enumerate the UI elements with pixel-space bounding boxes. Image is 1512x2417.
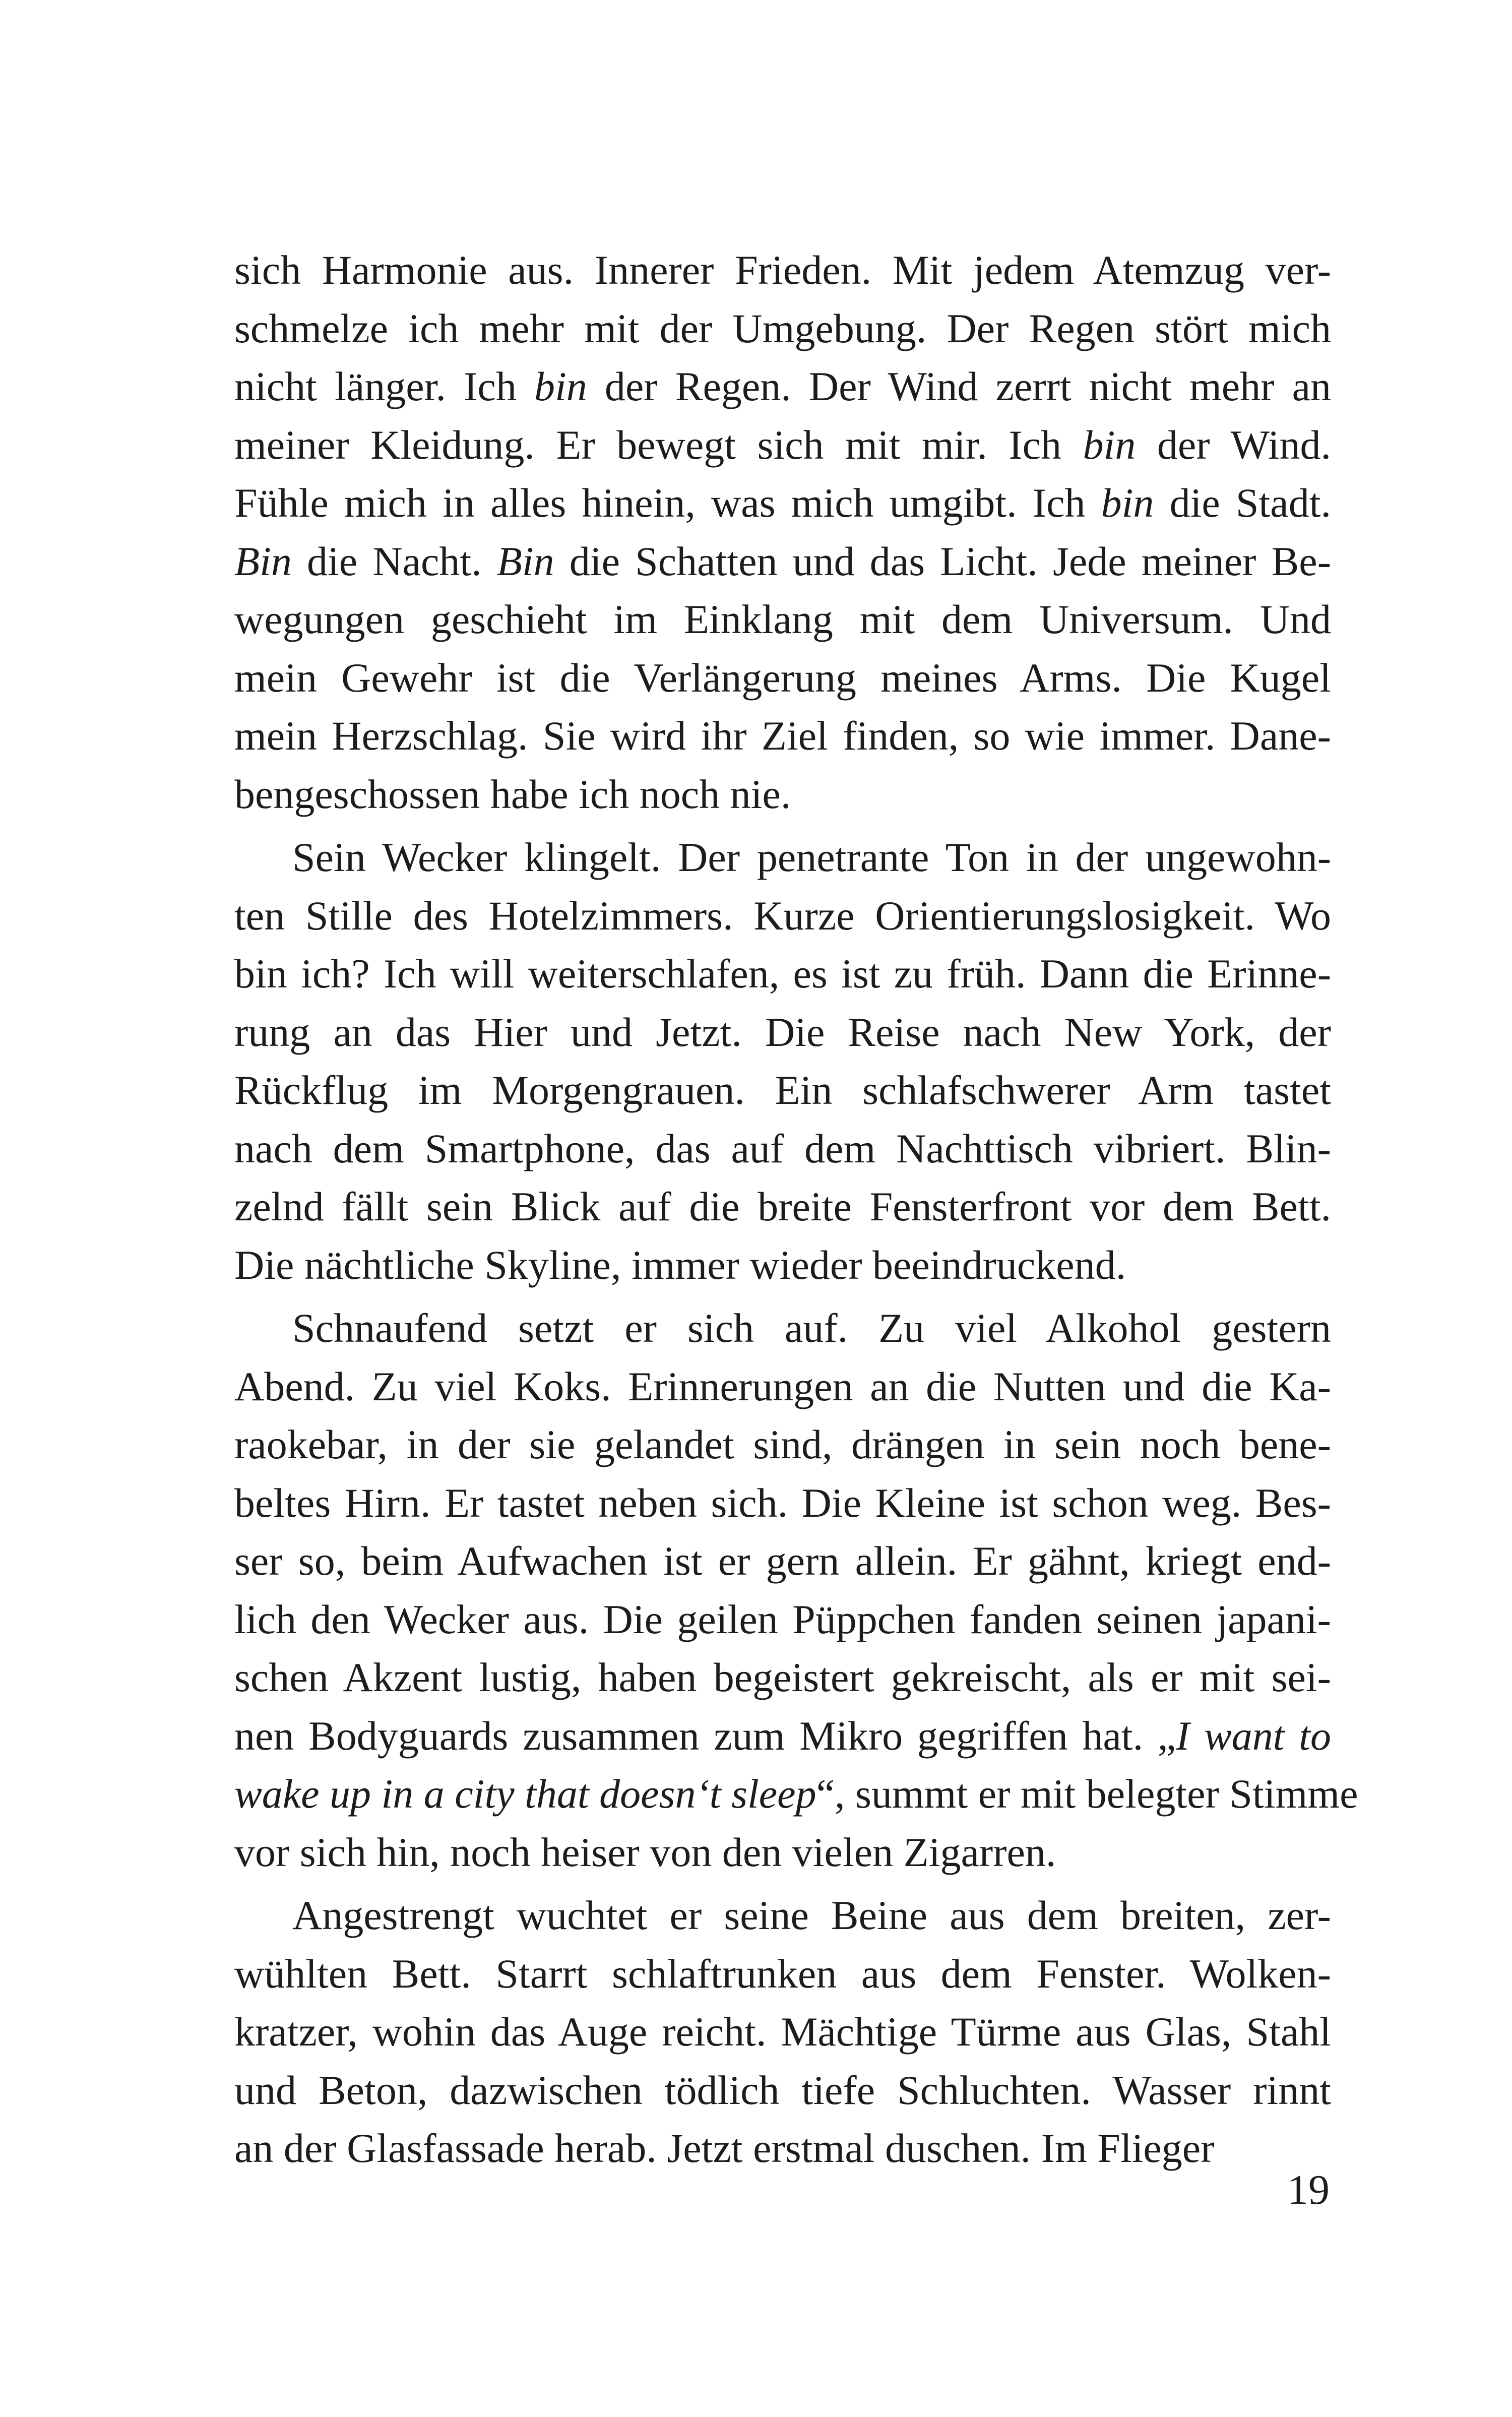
- text-line: [234, 1120, 1331, 1178]
- text-run: ten Stille des Hotelzimmers. Kurze Orientierungslosigkeit. Wo: [234, 892, 1331, 939]
- text-run: Rückflug im Morgengrauen. Ein schlafschwerer Arm tastet: [234, 1067, 1331, 1113]
- text-line: [234, 1648, 1331, 1707]
- text-line: [234, 1945, 1331, 2003]
- text-run: wühlten Bett. Starrt schlaftrunken aus dem Fenster. Wolken-: [234, 1950, 1331, 1997]
- italic-text: Bin: [234, 538, 292, 584]
- text-run: Schnaufend setzt er sich auf. Zu viel Alkohol gestern: [292, 1305, 1331, 1351]
- italic-text: bin: [1101, 480, 1154, 526]
- text-line: [234, 828, 1331, 887]
- text-run: mein Gewehr ist die Verlängerung meines Arms. Die Kugel: [234, 654, 1331, 701]
- paragraph: [234, 1299, 1358, 1881]
- text-line: [234, 1532, 1331, 1590]
- text-line: [234, 1061, 1331, 1120]
- text-run: mein Herzschlag. Sie wird ihr Ziel finden, so wie immer. Dane-: [234, 713, 1331, 759]
- text-run: ser so, beim Aufwachen ist er gern allein. Er gähnt, kriegt end-: [234, 1538, 1331, 1584]
- text-line: [234, 416, 1331, 474]
- text-line: [234, 1765, 1358, 1823]
- text-run: lich den Wecker aus. Die geilen Püppchen fanden seinen japani-: [234, 1596, 1331, 1642]
- text-run: nicht länger. Ich: [234, 363, 534, 409]
- text-run: schmelze ich mehr mit der Umgebung. Der Regen stört mich: [234, 305, 1331, 351]
- italic-text: bin: [534, 363, 587, 409]
- text-line: [234, 887, 1331, 945]
- paragraph-gap: [234, 823, 1331, 828]
- text-run: zelnd fällt sein Blick auf die breite Fensterfront vor dem Bett.: [234, 1184, 1331, 1229]
- text-line: [234, 474, 1331, 532]
- text-line: [234, 1590, 1331, 1649]
- text-run: sich Harmonie aus. Innerer Frieden. Mit jedem Atemzug ver-: [234, 247, 1331, 293]
- italic-text: I want to: [1176, 1712, 1331, 1759]
- text-line: [234, 241, 1331, 299]
- paragraph-gap: [234, 1294, 1331, 1299]
- text-run: Die nächtliche Skyline, immer wieder beeindruckend.: [234, 1242, 1126, 1288]
- text-line: [234, 2119, 1331, 2178]
- text-line: [234, 649, 1331, 707]
- text-run: an der Glasfassade herab. Jetzt erstmal duschen. Im Flieger: [234, 2125, 1215, 2171]
- text-run: nen Bodyguards zusammen zum Mikro gegriffen hat. „: [234, 1712, 1176, 1759]
- text-line: [234, 945, 1331, 1003]
- text-run: die Nacht.: [291, 538, 497, 584]
- text-line: [234, 357, 1331, 416]
- text-line: [234, 1177, 1331, 1236]
- text-run: die Schatten und das Licht. Jede meiner Be-: [554, 538, 1332, 584]
- text-line: [234, 1357, 1331, 1416]
- text-run: Fühle mich in alles hinein, was mich umgibt. Ich: [234, 480, 1101, 526]
- text-run: Abend. Zu viel Koks. Erinnerungen an die Nutten und die Ka-: [234, 1363, 1331, 1409]
- text-run: “, summt er mit belegter Stimme: [816, 1771, 1358, 1817]
- italic-text: bin: [1083, 421, 1136, 468]
- text-line: [234, 1236, 1331, 1294]
- text-line: [234, 1415, 1331, 1474]
- text-line: [234, 532, 1331, 591]
- text-run: meiner Kleidung. Er bewegt sich mit mir. Ich: [234, 421, 1083, 468]
- text-line: [234, 2003, 1331, 2061]
- text-run: wegungen geschieht im Einklang mit dem Universum. Und: [234, 596, 1331, 642]
- text-run: raokebar, in der sie gelandet sind, drängen in sein noch bene-: [234, 1421, 1331, 1467]
- paragraph: [234, 241, 1331, 823]
- text-run: die Stadt.: [1154, 480, 1331, 526]
- body-text: [234, 241, 1358, 2178]
- text-line: [234, 1003, 1331, 1062]
- text-line: [234, 1474, 1331, 1532]
- text-line: [234, 299, 1331, 358]
- text-run: Angestrengt wuchtet er seine Beine aus dem breiten, zer-: [292, 1892, 1331, 1938]
- text-line: [234, 1299, 1331, 1357]
- italic-text: wake up in a city that doesn‘t sleep: [234, 1771, 816, 1817]
- paragraph: [234, 828, 1331, 1294]
- text-run: bengeschossen habe ich noch nie.: [234, 771, 791, 817]
- paragraph-gap: [234, 1881, 1331, 1886]
- text-run: kratzer, wohin das Auge reicht. Mächtige Türme aus Glas, Stahl: [234, 2009, 1331, 2055]
- text-run: der Wind.: [1136, 421, 1331, 468]
- text-line: [234, 2061, 1331, 2120]
- text-run: beltes Hirn. Er tastet neben sich. Die Kleine ist schon weg. Bes-: [234, 1479, 1331, 1526]
- text-run: rung an das Hier und Jetzt. Die Reise nach New York, der: [234, 1009, 1331, 1055]
- text-run: schen Akzent lustig, haben begeistert gekreischt, als er mit sei-: [234, 1654, 1331, 1700]
- text-run: der Regen. Der Wind zerrt nicht mehr an: [587, 363, 1331, 409]
- text-line: [234, 590, 1331, 649]
- text-run: Sein Wecker klingelt. Der penetrante Ton in der ungewohn-: [292, 834, 1331, 880]
- italic-text: Bin: [496, 538, 554, 584]
- text-line: [234, 765, 1331, 824]
- text-line: [234, 707, 1331, 765]
- text-run: und Beton, dazwischen tödlich tiefe Schluchten. Wasser rinnt: [234, 2067, 1331, 2113]
- text-line: [234, 1707, 1331, 1765]
- text-line: [234, 1886, 1331, 1945]
- text-line: [234, 1823, 1331, 1882]
- text-run: bin ich? Ich will weiterschlafen, es ist zu früh. Dann die Erinne-: [234, 951, 1331, 997]
- text-run: nach dem Smartphone, das auf dem Nachttisch vibriert. Blin-: [234, 1125, 1331, 1171]
- page-number: 19: [1287, 2166, 1330, 2213]
- text-run: vor sich hin, noch heiser von den vielen Zigarren.: [234, 1829, 1056, 1875]
- paragraph: [234, 1886, 1331, 2178]
